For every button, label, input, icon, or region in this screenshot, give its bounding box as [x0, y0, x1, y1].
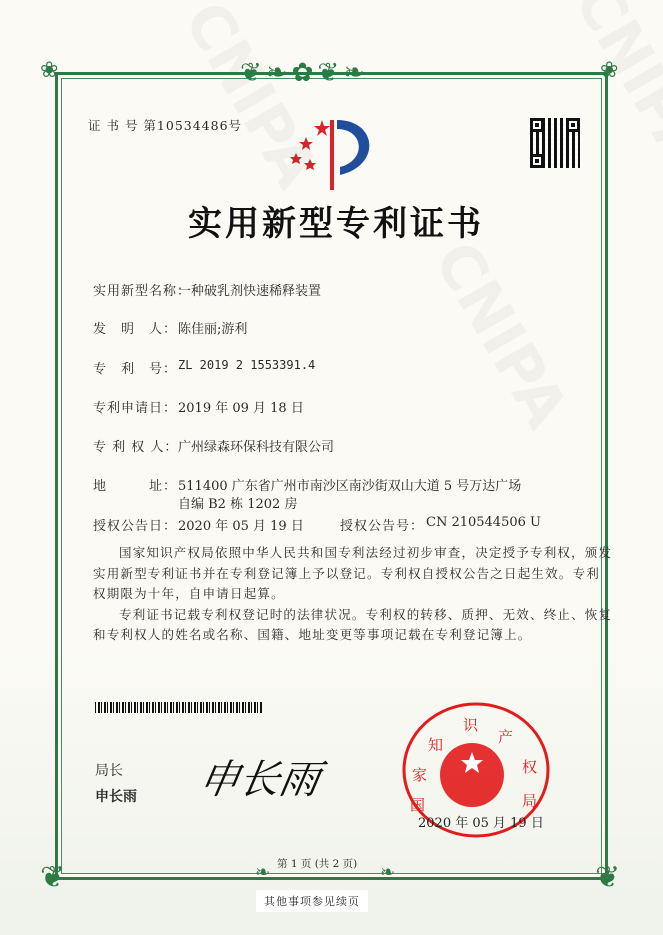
legal-paragraph: 国家知识产权局依照中华人民共和国专利法经过初步审查，决定授予专利权，颁发实用新型专利证书并在专利登记簿上予以登记。专利权自授权公告之日起生效。专利权期限为十年，自申请日起算。: [93, 545, 613, 601]
field-value-inventor: 陈佳丽;游利: [178, 322, 248, 337]
corner-ornament: ❀: [600, 58, 619, 83]
field-label-patent-number: 专 利 号：: [93, 362, 178, 377]
field-value-application-date: 2019 年 09 月 18 日: [178, 401, 304, 416]
field-value-patentee: 广州绿森环保科技有限公司: [178, 440, 335, 455]
bottom-ornament: ❧: [380, 862, 396, 883]
corner-ornament: ❦: [595, 860, 621, 895]
seal-date: 2020 年 05 月 19 日: [418, 816, 544, 831]
field-label-grant-date: 授权公告日：: [93, 519, 178, 534]
certificate-title: 实用新型专利证书: [188, 204, 484, 244]
page-number: 第 1 页 (共 2 页): [277, 858, 358, 870]
field-value-patent-number: ZL 2019 2 1553391.4: [178, 358, 316, 372]
field-label-application-date: 专利申请日：: [93, 401, 178, 416]
top-ornament: ❦❧✿❦❧: [240, 58, 369, 88]
cnipa-logo-icon: [282, 115, 382, 195]
legal-paragraph: 专利证书记载专利权登记时的法律状况。专利权的转移、质押、无效、终止、恢复和专利权人的姓名或名称、国籍、地址变更等事项记载在专利登记簿上。: [93, 606, 613, 642]
legal-notice: [93, 543, 613, 646]
field-label-name: 实用新型名称：: [93, 284, 192, 299]
continuation-note: 其他事项参见续页: [256, 890, 368, 912]
field-value-grant-number: CN 210544506 U: [426, 515, 541, 530]
certificate-number: 证 书 号 第10534486号: [88, 118, 243, 133]
field-value-address-line2: 自编 B2 栋 1202 房: [178, 497, 298, 512]
field-label-grant-number: 授权公告号：: [340, 519, 425, 534]
field-label-address: 地 址：: [93, 479, 178, 494]
corner-ornament: ❦: [40, 860, 66, 895]
bottom-ornament: ❧: [255, 862, 271, 883]
field-value-name: 一种破乳剂快速稀释装置: [178, 284, 322, 299]
corner-ornament: ❀: [40, 58, 59, 83]
svg-text:国家知识产权局: 国家知识产权局: [410, 716, 538, 814]
field-label-patentee: 专 利 权 人：: [93, 440, 179, 455]
signature: 申长雨: [195, 757, 324, 803]
signatory-title: 局长: [95, 763, 123, 779]
qr-code: [530, 118, 580, 168]
field-value-address: 511400 广东省广州市南沙区南沙街双山大道 5 号万达广场: [178, 479, 522, 494]
barcode: [95, 702, 263, 713]
field-value-grant-date: 2020 年 05 月 19 日: [178, 519, 304, 534]
field-label-inventor: 发 明 人：: [93, 322, 178, 337]
signatory-name: 申长雨: [95, 789, 137, 805]
